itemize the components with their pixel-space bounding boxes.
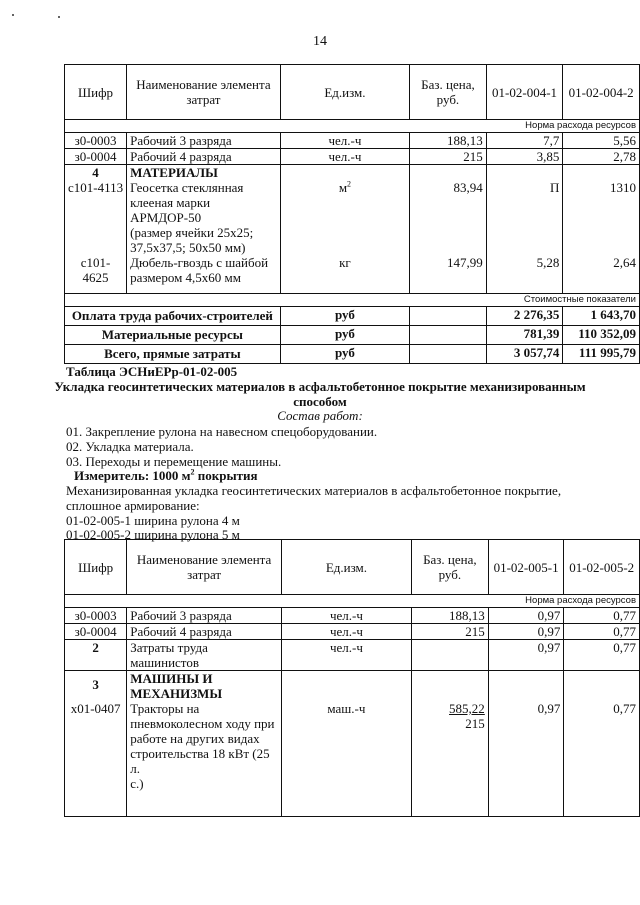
row-code: с101-4625 — [65, 255, 127, 294]
row-value-a: 0,97 — [488, 701, 564, 817]
header-code: Шифр — [65, 540, 127, 595]
summary-value-a: 2 276,35 — [486, 307, 563, 326]
header-name: Наименование элемента затрат — [127, 65, 281, 120]
summary-value-a: 781,39 — [486, 326, 563, 345]
row-value-a: П — [486, 180, 563, 255]
row-name: Рабочий 3 разряда — [127, 133, 281, 149]
row-value-a: 0,97 — [488, 640, 564, 671]
row-unit: чел.-ч — [281, 624, 411, 640]
row-price: 83,94 — [410, 180, 487, 255]
description-line: 01-02-005-1 ширина рулона 4 м — [66, 513, 240, 528]
section-row — [65, 165, 640, 181]
meter-line — [74, 468, 258, 483]
row-value-a: 7,7 — [486, 133, 563, 149]
header-col-b: 01-02-005-2 — [564, 540, 640, 595]
row-value-b: 1310 — [563, 180, 640, 255]
row-value-a: 0,97 — [488, 624, 564, 640]
name-line: 37,5x37,5; 50x50 мм) — [130, 240, 246, 255]
page-number: 14 — [313, 34, 327, 49]
name-line: Тракторы на — [130, 701, 200, 716]
row-price: 188,13 — [411, 608, 488, 624]
name-line: работе на других видах — [130, 731, 260, 746]
header-col-b: 01-02-004-2 — [563, 65, 640, 120]
row-name: Рабочий 3 разряда — [127, 608, 282, 624]
section-title: МАТЕРИАЛЫ — [127, 165, 281, 181]
table-label: Таблица ЭСНиЕРр-01-02-005 — [66, 364, 238, 379]
summary-value-a: 3 057,74 — [486, 345, 563, 364]
row-value-a: 5,28 — [486, 255, 563, 294]
row-value-b: 5,56 — [563, 133, 640, 149]
header-unit: Ед.изм. — [281, 540, 411, 595]
table-row — [65, 255, 640, 294]
scan-speck — [12, 14, 14, 16]
section-number: 3 — [65, 671, 127, 702]
name-line: клееная марки АРМДОР-50 — [130, 195, 211, 225]
price-line: 215 — [465, 716, 485, 731]
name-line: пневмоколесном ходу при — [130, 716, 275, 731]
table-row — [65, 624, 640, 640]
header-name: Наименование элемента затрат — [127, 540, 282, 595]
meter-superscript: 2 — [190, 467, 195, 477]
name-line: (размер ячейки 25x25; — [130, 225, 254, 240]
summary-value-b: 1 643,70 — [563, 307, 640, 326]
section-number: 4 — [65, 165, 127, 181]
description-line: Механизированная укладка геосинтетических материалов в асфальтобетонное покрытие, — [66, 483, 562, 498]
summary-unit: руб — [280, 345, 409, 364]
row-code: 2 — [65, 640, 127, 671]
row-value-b: 0,77 — [564, 624, 640, 640]
resource-norm-label: Норма расхода ресурсов — [65, 595, 640, 608]
table-row — [65, 608, 640, 624]
row-code: с101-4113 — [65, 180, 127, 255]
header-unit: Ед.изм. — [280, 65, 409, 120]
table-row — [65, 701, 640, 817]
header-price: Баз. цена, руб. — [411, 540, 488, 595]
header-price: Баз. цена, руб. — [410, 65, 487, 120]
row-price: 147,99 — [410, 255, 487, 294]
row-name — [127, 701, 282, 817]
name-line: Дюбель-гвоздь с шайбой — [130, 255, 269, 270]
header-code: Шифр — [65, 65, 127, 120]
resource-norm-label: Норма расхода ресурсов — [65, 120, 640, 133]
name-line: с.) — [130, 776, 144, 791]
summary-value-b: 111 995,79 — [563, 345, 640, 364]
meter-suffix: покрытия — [194, 468, 258, 483]
header-col-a: 01-02-004-1 — [486, 65, 563, 120]
row-unit: чел.-ч — [280, 149, 409, 165]
row-name: Рабочий 4 разряда — [127, 624, 282, 640]
header-col-a: 01-02-005-1 — [488, 540, 564, 595]
row-code: з0-0004 — [65, 149, 127, 165]
name-line: строительства 18 кВт (25 л. — [130, 746, 270, 776]
row-name: Рабочий 4 разряда — [127, 149, 281, 165]
summary-row — [65, 307, 640, 326]
row-price: 188,13 — [410, 133, 487, 149]
row-name — [127, 255, 281, 294]
summary-label: Оплата труда рабочих-строителей — [65, 307, 281, 326]
section-row — [65, 671, 640, 702]
row-unit: чел.-ч — [281, 608, 411, 624]
row-name: Затраты труда машинистов — [127, 640, 282, 671]
section-title — [127, 671, 282, 702]
row-value-b: 2,64 — [563, 255, 640, 294]
row-price — [411, 701, 488, 817]
meter-text: Измеритель: 1000 м — [74, 468, 191, 483]
cost-indicators-label: Стоимостные показатели — [65, 294, 640, 307]
description-line: 01-02-005-2 ширина рулона 5 м — [66, 527, 240, 542]
row-value-a: 0,97 — [488, 608, 564, 624]
summary-row — [65, 345, 640, 364]
table-row — [65, 149, 640, 165]
work-step: 01. Закрепление рулона на навесном спецоборудовании. — [66, 424, 378, 439]
row-value-b: 0,77 — [564, 608, 640, 624]
summary-label: Всего, прямые затраты — [65, 345, 281, 364]
row-code: з0-0004 — [65, 624, 127, 640]
row-code: з0-0003 — [65, 608, 127, 624]
summary-unit: руб — [280, 307, 409, 326]
row-unit: чел.-ч — [280, 133, 409, 149]
row-price: 215 — [410, 149, 487, 165]
row-unit: чел.-ч — [281, 640, 411, 671]
row-code: х01-0407 — [65, 701, 127, 817]
table-row — [65, 180, 640, 255]
composition-heading: Состав работ: — [277, 408, 363, 423]
summary-row — [65, 326, 640, 345]
unit-superscript: 2 — [347, 179, 352, 189]
table-row — [65, 133, 640, 149]
scan-speck — [58, 16, 60, 18]
summary-unit: руб — [280, 326, 409, 345]
work-step: 02. Укладка материала. — [66, 439, 194, 454]
name-line: размером 4,5x60 мм — [130, 270, 242, 285]
summary-label: Материальные ресурсы — [65, 326, 281, 345]
row-unit: кг — [280, 255, 409, 294]
table-row — [65, 640, 640, 671]
row-unit: маш.-ч — [281, 701, 411, 817]
row-price: 215 — [411, 624, 488, 640]
section-title-line: МАШИНЫ И — [130, 671, 213, 686]
name-line: Геосетка стеклянная — [130, 180, 244, 195]
row-value-b: 2,78 — [563, 149, 640, 165]
unit-text: м — [338, 180, 348, 195]
description-line: сплошное армирование: — [66, 498, 200, 513]
summary-value-b: 110 352,09 — [563, 326, 640, 345]
row-value-b: 0,77 — [564, 701, 640, 817]
section-title-line-2: способом — [293, 394, 347, 409]
row-code: з0-0003 — [65, 133, 127, 149]
row-value-a: 3,85 — [486, 149, 563, 165]
row-name — [127, 180, 281, 255]
resource-table-2 — [64, 539, 640, 817]
section-title-line: МЕХАНИЗМЫ — [130, 686, 223, 701]
work-step: 03. Переходы и перемещение машины. — [66, 454, 282, 469]
row-unit — [280, 180, 409, 255]
section-title-line-1: Укладка геосинтетических материалов в асфальтобетонное покрытие механизированным — [54, 379, 586, 394]
price-line: 585,22 — [449, 701, 485, 716]
resource-table-1 — [64, 64, 640, 364]
row-value-b: 0,77 — [564, 640, 640, 671]
